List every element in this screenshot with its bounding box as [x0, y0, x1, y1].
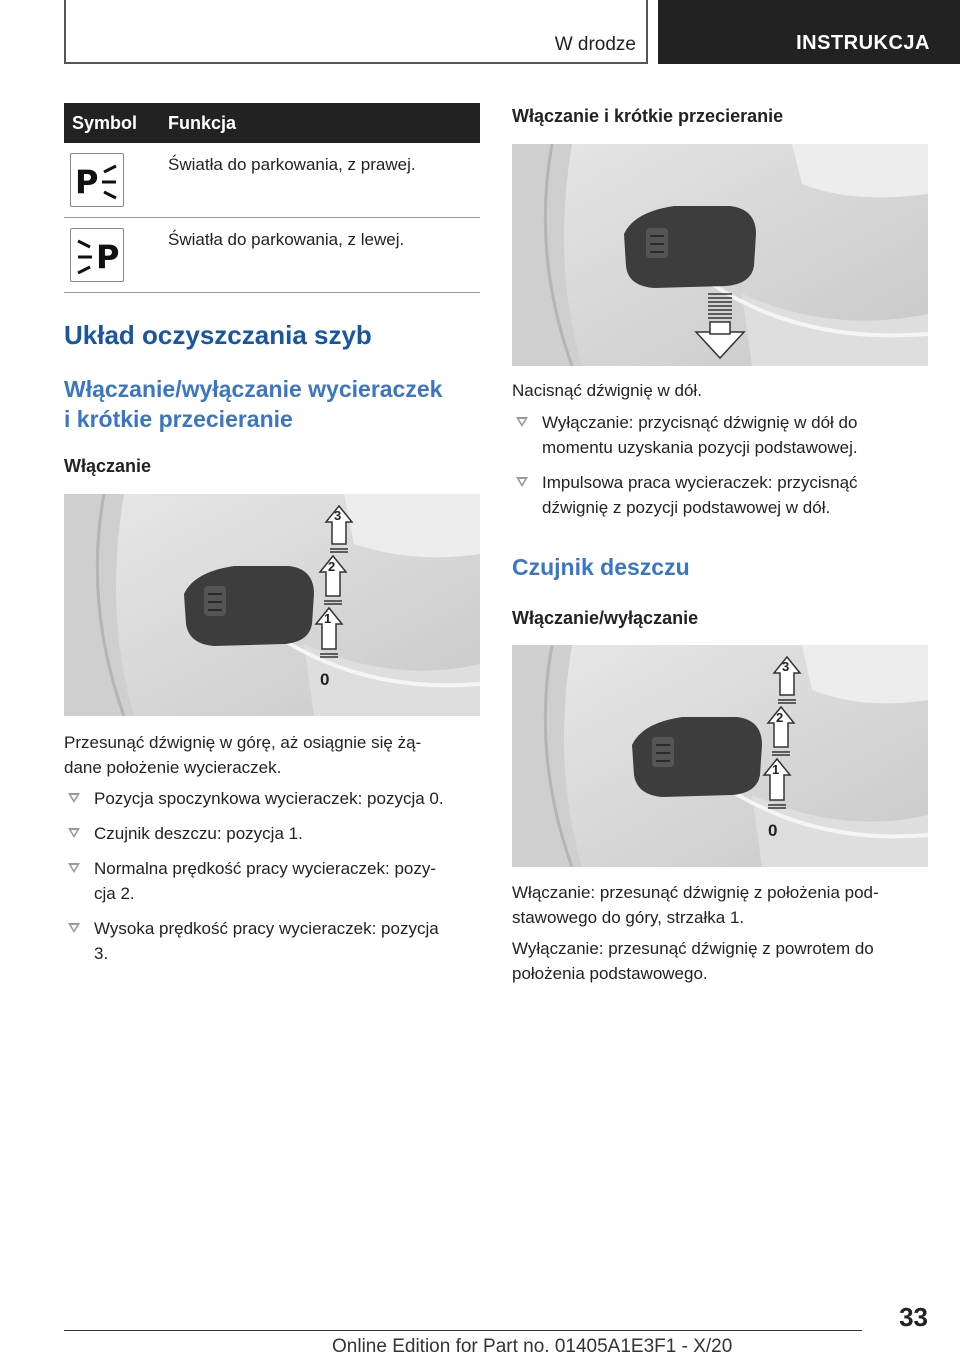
subsection-heading-line1: Włączanie/wyłączanie wycieraczek — [64, 376, 443, 402]
subsection-heading-rain-sensor: Czujnik deszczu — [512, 554, 690, 580]
arrow-label: 2 — [328, 559, 336, 574]
paragraph-line: położenia podstawowego. — [512, 964, 708, 983]
list-item: Normalna prędkość pracy wycieraczek: pozy‐ cja 2. — [64, 856, 484, 906]
arrow-label: 3 — [334, 508, 342, 523]
paragraph-line: Włączanie: przesunąć dźwignię z położenia pod‐ — [512, 883, 879, 902]
footer-divider — [64, 1330, 862, 1331]
svg-text:P: P — [96, 238, 120, 275]
arrow-label: 2 — [776, 710, 784, 725]
list-item: Wyłączanie: przycisnąć dźwignię w dół do momentu uzyskania pozycji podstawowej. — [512, 410, 932, 460]
rain-sensor-lever-photo — [512, 645, 928, 867]
list-item: Wysoka prędkość pracy wycieraczek: pozycja 3. — [64, 916, 484, 966]
paragraph-line: Przesunąć dźwignię w górę, aż osiągnie się żą‐ — [64, 733, 422, 752]
paragraph-off — [512, 936, 932, 986]
arrow-label: 0 — [768, 821, 778, 840]
bullet-list-positions — [64, 786, 484, 976]
subsection-heading — [64, 374, 442, 434]
paragraph-instruction — [64, 730, 480, 780]
bullet-triangle-icon — [68, 863, 80, 873]
list-item: Impulsowa praca wycieraczek: przycisnąć dźwignię z pozycji podstawowej w dół. — [512, 470, 932, 520]
parking-light-left-icon — [70, 228, 124, 282]
page-number: 33 — [899, 1302, 928, 1332]
table-row — [64, 143, 480, 218]
paragraph-line: stawowego do góry, strzałka 1. — [512, 908, 745, 927]
bullet-triangle-icon — [68, 828, 80, 838]
subsection-heading-line2: i krótkie przecieranie — [64, 406, 293, 432]
paragraph-line: Wyłączanie: przesunąć dźwignię z powrotem do — [512, 939, 874, 958]
bullet-triangle-icon — [68, 793, 80, 803]
section-heading: Układ oczyszczania szyb — [64, 320, 372, 350]
bullet-triangle-icon — [516, 477, 528, 487]
list-item: Pozycja spoczynkowa wycieraczek: pozycja 0. — [64, 786, 484, 811]
wiper-lever-photo-up — [64, 494, 480, 716]
wiper-lever-photo-down — [512, 144, 928, 366]
chapter-tab[interactable] — [658, 0, 960, 64]
arrow-label: 1 — [772, 762, 780, 777]
paragraph-press-down: Nacisnąć dźwignię w dół. — [512, 381, 702, 400]
table-row — [64, 218, 480, 293]
bullet-triangle-icon — [68, 923, 80, 933]
symbol-table — [64, 103, 480, 293]
arrow-label: 0 — [320, 670, 330, 689]
list-item: Czujnik deszczu: pozycja 1. — [64, 821, 484, 846]
table-cell-function: Światła do parkowania, z prawej. — [160, 143, 480, 218]
paragraph-line: dane położenie wycieraczek. — [64, 758, 282, 777]
table-cell-function: Światła do parkowania, z lewej. — [160, 218, 480, 293]
sub-heading-wipe: Włączanie i krótkie przecieranie — [512, 106, 784, 126]
table-header-function: Funkcja — [160, 103, 480, 143]
footer-edition: Online Edition for Part no. 01405A1E3F1 - X/20 — [332, 1336, 733, 1357]
header-left-frame — [64, 0, 648, 64]
section-title: W drodze — [554, 34, 636, 55]
paragraph-on — [512, 880, 932, 930]
arrow-label: 1 — [324, 611, 332, 626]
svg-text:P: P — [75, 163, 99, 200]
arrow-label: 3 — [782, 659, 790, 674]
bullet-triangle-icon — [516, 417, 528, 427]
sub-heading-on: Włączanie — [64, 456, 152, 476]
chapter-title: INSTRUKCJA — [796, 32, 930, 54]
bullet-list-wipe — [512, 410, 932, 530]
parking-light-right-icon — [70, 153, 124, 207]
sub-heading-on-off: Włączanie/wyłączanie — [512, 608, 699, 628]
table-header-symbol: Symbol — [64, 103, 160, 143]
